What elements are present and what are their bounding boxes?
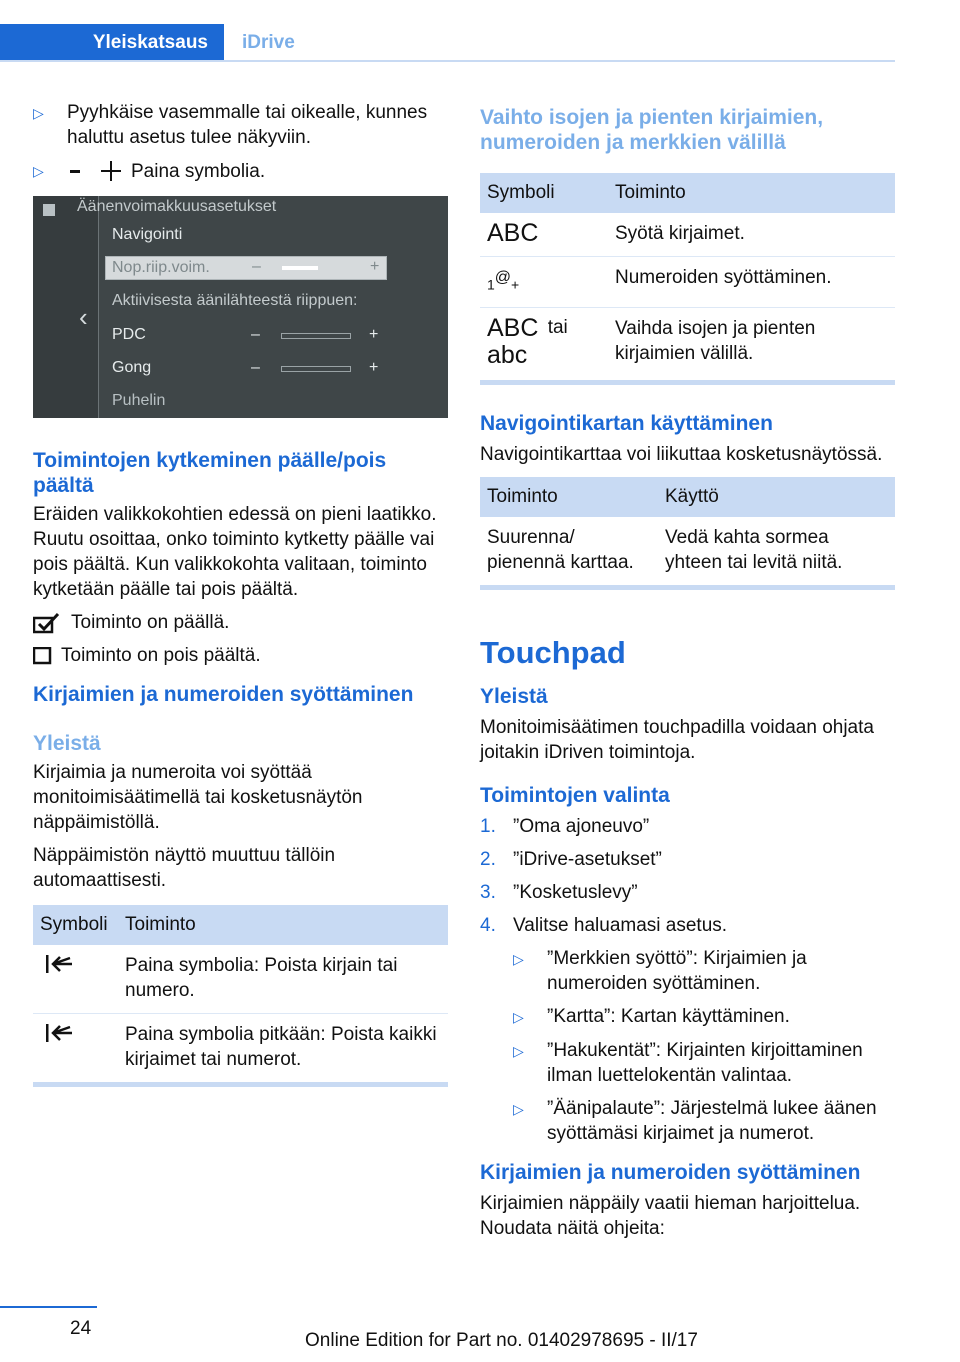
- heading-input: Kirjaimien ja numeroiden syöttäminen: [33, 683, 414, 706]
- triangle-bullet-icon: ▷: [33, 163, 44, 179]
- backspace-icon: [44, 953, 74, 975]
- table-header-symbol: Symboli: [480, 173, 608, 213]
- bullet-press-symbol: ▷ Paina symbolia.: [33, 158, 448, 184]
- screen-sidebar: [33, 196, 99, 418]
- plus-icon: [99, 161, 125, 181]
- right-column: [480, 100, 895, 1249]
- gong-slider: [281, 366, 351, 372]
- header-rule: [0, 60, 895, 62]
- list-item: ▷ ”Kartta”: Kartan käyttäminen.: [480, 1004, 895, 1030]
- keyboard-symbol-table: [480, 173, 895, 380]
- screen-title: Äänenvoimakkuusasetukset: [77, 198, 277, 215]
- heading-toggle: Toimintojen kytkeminen päälle/pois päältä: [33, 449, 387, 497]
- heading-map: Navigointikartan käyttäminen: [480, 412, 773, 436]
- heading-general: Yleistä: [33, 732, 101, 755]
- heading-select: Toimintojen valinta: [480, 784, 670, 808]
- page-header: [0, 0, 960, 62]
- table-header-function: Toiminto: [480, 477, 658, 517]
- screen-item-pdc: PDC: [112, 326, 146, 343]
- screen-item-selected: Nop.riip.voim. – +: [105, 256, 387, 280]
- para-general-2: Näppäimistön näyttö muuttuu tällöin automaattisesti.: [33, 845, 336, 891]
- volume-settings-screenshot: ‹ Äänenvoimakkuusasetukset Navigointi Nop.riip.voim. – + Aktiivisesta äänilähteestä riippuen: PDC – + Gong – + Puhelin: [33, 196, 448, 418]
- screen-item-gong: Gong: [112, 359, 152, 376]
- heading-input-right: Kirjaimien ja numeroiden syöttäminen: [480, 1161, 861, 1185]
- table-end-rule: [480, 380, 895, 385]
- para-toggle: Eräiden valikkokohtien edessä on pieni laatikko. Ruutu osoittaa, onko toiminto kytketty päälle vai pois päältä. Kun valikkokohta valitaan, toiminto kytketään päälle tai pois päältä.: [33, 504, 437, 600]
- list-item: 4. Valitse haluamasi asetus.: [480, 915, 728, 937]
- heading-touchpad: Touchpad: [480, 635, 626, 671]
- table-row: Paina symbolia: Poista kirjain tai numero.: [33, 945, 448, 1014]
- table-row: Paina symbolia pitkään: Poista kaikki kirjaimet tai numerot.: [33, 1014, 448, 1083]
- table-end-rule: [480, 585, 895, 590]
- table-header-function: Toiminto: [608, 173, 895, 213]
- table-header-function: Toiminto: [118, 905, 448, 945]
- left-column: [33, 100, 448, 1087]
- steps-list: [480, 814, 895, 1146]
- list-item: 3. ”Kosketuslevy”: [480, 882, 638, 904]
- checkbox-checked-icon: [33, 612, 63, 634]
- triangle-bullet-icon: ▷: [33, 105, 44, 121]
- menu-square-icon: [43, 204, 55, 216]
- table-row: ABC Syötä kirjaimet.: [480, 213, 895, 257]
- triangle-bullet-icon: ▷: [513, 1009, 524, 1026]
- table-row: Suurenna/ pienennä karttaa. Vedä kahta sormea yhteen tai levitä niitä.: [487, 527, 843, 574]
- map-gesture-table: [480, 477, 895, 585]
- list-item: ▷ ”Hakukentät”: Kirjainten kirjoittaminen ilman luettelokentän valintaa.: [513, 1040, 863, 1087]
- symbol-case-switch: ABC tai abc: [487, 314, 568, 370]
- list-item: ▷ ”Merkkien syöttö”: Kirjaimien ja numeroiden syöttäminen.: [513, 948, 807, 995]
- symbol-numbers: 1@+: [480, 257, 608, 308]
- para-map: Navigointikarttaa voi liikuttaa kosketusnäytössä.: [480, 444, 883, 466]
- toggle-off-row: Toiminto on pois päältä.: [33, 643, 448, 668]
- backspace-icon: [44, 1022, 74, 1044]
- heading-general-right: Yleistä: [480, 685, 548, 709]
- table-header-usage: Käyttö: [658, 477, 895, 517]
- table-row: ABC tai abc Vaihda isojen ja pienten kirjaimien välillä.: [480, 308, 895, 381]
- page-number: 24: [70, 1318, 92, 1339]
- screen-item-phone: Puhelin: [112, 392, 166, 409]
- chapter-tab: iDrive: [242, 31, 295, 53]
- list-item: 1. ”Oma ajoneuvo”: [480, 816, 650, 838]
- triangle-bullet-icon: ▷: [513, 1043, 524, 1060]
- screen-item-navigation: Navigointi: [112, 226, 183, 243]
- edition-text: Online Edition for Part no. 01402978695 - II/17: [305, 1330, 698, 1351]
- para-touchpad: Monitoimisäätimen touchpadilla voidaan ohjata joitakin iDriven toimintoja.: [480, 717, 874, 764]
- chevron-left-icon: ‹: [79, 302, 88, 332]
- para-input: Kirjaimien näppäily vaatii hieman harjoittelua. Noudata näitä ohjeita:: [480, 1193, 861, 1240]
- delete-symbol-table: [33, 905, 448, 1082]
- bullet-swipe: ▷ Pyyhkäise vasemmalle tai oikealle, kunnes haluttu asetus tulee näkyviin.: [33, 102, 428, 148]
- pdc-slider: [281, 333, 351, 339]
- triangle-bullet-icon: ▷: [513, 951, 524, 968]
- heading-switch-case: Vaihto isojen ja pienten kirjaimien, numeroiden ja merkkien välillä: [480, 106, 824, 154]
- list-item: 2. ”iDrive-asetukset”: [480, 849, 662, 871]
- symbol-abc: ABC: [480, 213, 608, 257]
- para-general-1: Kirjaimia ja numeroita voi syöttää monitoimisäätimellä tai kosketusnäytön näppäimistöllä.: [33, 762, 363, 833]
- minus-icon: [67, 161, 87, 181]
- screen-item-source: Aktiivisesta äänilähteestä riippuen:: [112, 292, 358, 309]
- footer-rule: [0, 1306, 97, 1308]
- table-header-symbol: Symboli: [33, 905, 118, 945]
- table-row: 1@+ Numeroiden syöttäminen.: [480, 257, 895, 308]
- volume-bar: [282, 266, 318, 270]
- toggle-on-row: Toiminto on päällä.: [33, 610, 448, 635]
- triangle-bullet-icon: ▷: [513, 1101, 524, 1118]
- table-end-rule: [33, 1082, 448, 1087]
- checkbox-empty-icon: [33, 647, 53, 665]
- list-item: ▷ ”Äänipalaute”: Järjestelmä lukee äänen syöttämäsi kirjaimet ja numerot.: [513, 1098, 877, 1145]
- section-tab: Yleiskatsaus: [0, 24, 224, 61]
